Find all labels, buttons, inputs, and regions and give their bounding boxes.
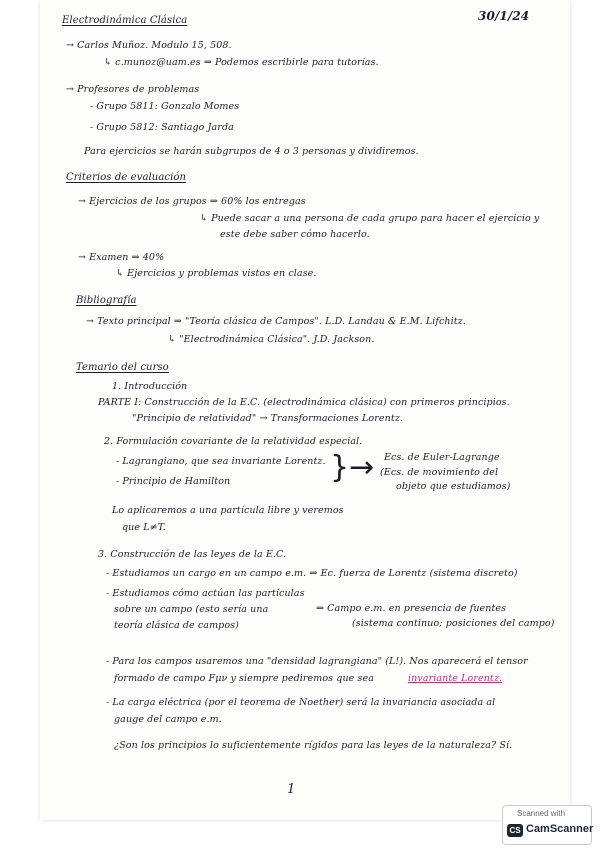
item-construccion: 3. Construcción de las leyes de la E.C. [98, 549, 287, 560]
criterion-exam-note: ↳ Ejercicios y problemas vistos en clase. [116, 268, 317, 279]
particula-libre: Lo aplicaremos a una partícula libre y veremos [112, 505, 344, 516]
camscanner-brand: CamScanner [526, 823, 594, 835]
page-title: Electrodinámica Clásica [62, 15, 188, 26]
carga-electrica: - La carga eléctrica (por el teorema de Noether) será la invariancia asociada al [106, 697, 496, 708]
professor-line: → Carlos Muñoz. Modulo 15, 508. [66, 40, 232, 51]
main-text: → Texto principal ⇒ "Teoría clásica de Campos". L.D. Landau & E.M. Lifchitz. [86, 316, 466, 327]
densidad-lagrangiana: - Para los campos usaremos una "densidad lagrangiana" (L!). Nos aparecerá el tensor [106, 656, 528, 667]
subgroups-line: Para ejercicios se harán subgrupos de 4 o 3 personas y dividiremos. [84, 146, 419, 157]
item-formulacion: 2. Formulación covariante de la relatividad especial. [104, 436, 363, 447]
date: 30/1/24 [478, 9, 530, 23]
criterion-exam: → Examen ⇒ 40% [78, 252, 165, 263]
euler-lagrange: Ecs. de Euler-Lagrange [384, 452, 500, 463]
criterion-groups-note: ↳ Puede sacar a una persona de cada grupo para hacer el ejercicio y [200, 213, 540, 224]
camscanner-badge [502, 805, 592, 845]
page-number: 1 [287, 782, 296, 797]
particulas-campo-1: - Estudiamos cómo actúan las partículas [106, 588, 305, 599]
parte-1: PARTE I: Construcción de la E.C. (electrodinámica clásica) con primeros principios. [98, 397, 510, 408]
scanned-with-label: Scanned with [517, 809, 566, 818]
carga-en-campo: - Estudiamos un cargo en un campo e.m. ⇒ Ec. fuerza de Lorentz (sistema discreto) [106, 568, 518, 579]
brace-arrow: }→ [330, 450, 375, 485]
camscanner-logo-icon: CS [507, 824, 523, 837]
sistema-continuo: (sistema continuo; posiciones del campo) [352, 618, 555, 629]
particulas-campo-2: sobre un campo (esto sería una [114, 604, 269, 615]
problems-professors: → Profesores de problemas [66, 84, 200, 95]
objeto-estudiamos: objeto que estudiamos) [396, 481, 511, 492]
relatividad-line: "Principio de relatividad" → Transformaciones Lorentz. [132, 413, 403, 424]
tensor-campo: formado de campo Fμν y siempre pediremos que sea [114, 673, 374, 684]
particulas-campo-3: teoría clásica de campos) [114, 620, 239, 631]
item-introduccion: 1. Introducción [112, 381, 188, 392]
heading-bibliografia: Bibliografía [76, 295, 137, 306]
group-5812: - Grupo 5812: Santiago Jarda [90, 122, 234, 133]
ecs-movimiento: (Ecs. de movimiento del [380, 467, 499, 478]
lagrangiano-line: - Lagrangiano, que sea invariante Lorentz. [116, 456, 326, 467]
hamilton-line: - Principio de Hamilton [116, 476, 231, 487]
criterion-groups-note-2: este debe saber cómo hacerlo. [220, 229, 370, 240]
pregunta-principios: ¿Son los principios lo suficientemente rígidos para las leyes de la naturaleza? Sí. [114, 740, 513, 751]
gauge-line: gauge del campo e.m. [114, 714, 222, 725]
campo-fuentes: ⇒ Campo e.m. en presencia de fuentes [316, 603, 507, 614]
l-neq-t: que L≠T. [122, 522, 166, 533]
criterion-groups: → Ejercicios de los grupos ⇒ 60% los entregas [78, 196, 306, 207]
heading-temario: Temario del curso [76, 362, 169, 373]
heading-criterios: Criterios de evaluación [66, 172, 187, 183]
group-5811: - Grupo 5811: Gonzalo Momes [90, 101, 240, 112]
jackson-text: ↳ "Electrodinámica Clásica". J.D. Jackson. [168, 334, 375, 345]
invariante-lorentz: invariante Lorentz. [408, 673, 503, 684]
email-line: ↳ c.munoz@uam.es ⇒ Podemos escribirle para tutorías. [104, 57, 379, 68]
